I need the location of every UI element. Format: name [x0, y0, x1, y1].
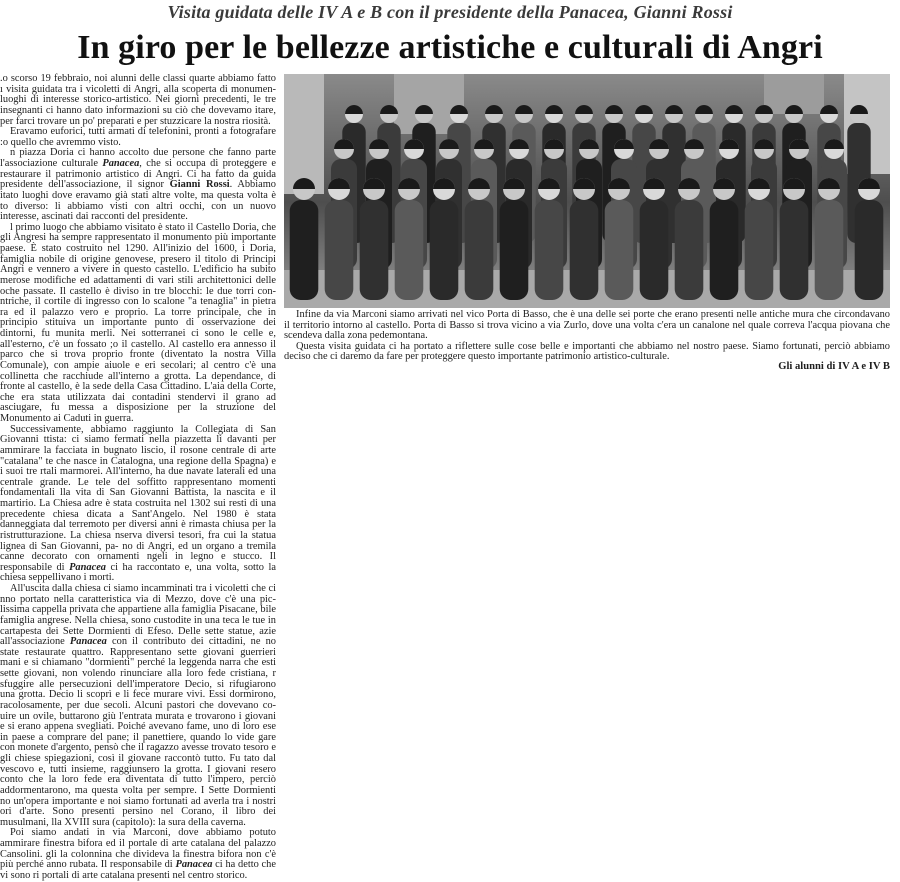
student-figure [395, 200, 424, 300]
student-figure [605, 200, 634, 300]
left-column [0, 73, 276, 881]
student-figure [815, 200, 844, 300]
panacea-name: Panacea [69, 636, 107, 648]
headline: In giro per le bellezze artistiche e culturali di Angri [77, 29, 823, 66]
kicker: Visita guidata delle IV A e B con il presidente della Panacea, Gianni Rossi [167, 2, 733, 22]
group-photo [284, 74, 890, 308]
paragraph: All'uscita dalla chiesa ci siamo incamminati tra i vicoletti che ci nno portato nella caratteristica via di Mezzo, dove c'è una pic- lissima cappella privata che appartiene alla famiglia Pisacane, bile famiglia angrese. Nella chiesa, sono custodite in una teca le tue in cartapesta dei Sette Dormienti di Efeso. Delle sette statue, azie all'associazione Panacea con il contributo dei cittadini, ne no state restaurate quattro. Rappresentano sette giovani guerrieri mani e si chiamano "dormienti" perché la leggenda narra che esti sette giovani, non volendo rinunciare alla loro fede cristiana, r sfuggire alle persecuzioni dell'imperatore Decio, si rifugiarono una grotta. Decio li scoprì e li fece murare vivi. Essi dormirono, racolosamente, per due secoli. Alcuni pastori che dovevano co- uire un ovile, buttarono giù l'entrata murata e trovarono i giovani e si erano appena svegliati. Poiché avevano fame, uno di loro ese in paese a comprare del pane; il panettiere, quando lo vide gare con monete d'argento, pensò che il ragazzo avesse trovato tesoro e gli chiese spiegazioni, così il giovane raccontò tutto. Fu tato dal vescovo e, tutti insieme, raggiunsero la grotta. I giovani resero conto che la loro fede era diventata di tutto l'impero, perciò addormentarono, ma questa volta per sempre. I Sette Dormienti no un'opera importante e noi siamo fortunati ad averla tra i nostri ori d'arte. Sono presenti persino nel Corano, il libro dei musulmani, lla XVIII sura (capitolo): la sura della caverna. [0, 583, 276, 828]
panacea-name: Panacea [69, 561, 106, 573]
president-name: Gianni Rossi [169, 179, 230, 191]
paragraph: Poi siamo andati in via Marconi, dove abbiamo potuto ammirare finestra bifora ed il portale di arte catalana del palazzo Cansolini. gli la colonnina che divideva la finestra bifora non c'è più perché anno rubata. Il responsabile di Panacea ci ha detto che vi sono ri portali di arte catalana presenti nel centro storico. [0, 827, 276, 881]
student-figure [855, 200, 884, 300]
paragraph: n piazza Doria ci hanno accolto due persone che fanno parte l'associazione culturale Panacea, che si occupa di proteggere e restaurare il patrimonio artistico di Angri. Ci ha fatto da guida presidente dell'associazione, il signor Gianni Rossi. Abbiamo itato luoghi dove eravamo già stati altre volte, ma questa volta è to diverso: li abbiamo visti con altri occhi, con un nuovo interesse, ascinati dai racconti del presidente. [0, 147, 276, 223]
paragraph: Infine da via Marconi siamo arrivati nel vico Porta di Basso, che è una delle sei porte che erano presenti nelle antiche mura che circondavano il territorio intorno al castello. Porta di Basso si trova vicino a via Zurlo, dove una volta c'era un canalone nel quale correva l'acqua piovana che scendeva dalla zona pedemontana. [284, 309, 890, 342]
student-figure [325, 200, 354, 300]
paragraph: Successivamente, abbiamo raggiunto la Collegiata di San Giovanni ttista: ci siamo fermati nella piazzetta lì davanti per ammirare la facciata in bugnato liscio, il rosone centrale di arte "catalana" te che nasce in Catalogna, una regione della Spagna) e i suoi tre rtali marmorei. All'interno, ha due navate laterali ed una centrale grande. Le tele del soffitto rappresentano momenti fondamentali lla vita di San Giovanni Battista, la nascita e il martirio. La Chiesa adre è stata costruita nel 1302 sui resti di una precedente chiesa dicata a Sant'Angelo. Nel 1980 è stata danneggiata dal terremoto per diversi anni è rimasta chiusa per la ristrutturazione. La chiesa nserva diversi tesori, fra cui la statua lignea di San Giovanni, pa- no di Angri, ed un organo a tremila canne decorato con ornamenti ngeli in legno e stucco. Il responsabile di Panacea ci ha raccontato e, una volta, sotto la chiesa seppellivano i morti. [0, 423, 276, 584]
student-figure [675, 200, 704, 300]
student-figure [360, 200, 389, 300]
panacea-name: Panacea [102, 158, 140, 169]
paragraph: Eravamo euforici, tutti armati di telefonini, pronti a fotografare :o quello che avremmo visto. [0, 126, 276, 148]
student-figure [745, 200, 774, 300]
paragraph: l primo luogo che abbiamo visitato è stato il Castello Doria, che gli Angresi ha sempre rappresentato il monumento più importante paese. È stato costruito nel 1290. All'inizio del 1600, i Doria, famiglia nobile di origine genovese, presero il titolo di Principi Angri e vennero a vivere in questo castello. L'edificio ha subito merose modifiche ed adattamenti di vari stili architettonici delle oche passate. Il castello è diviso in tre blocchi: le due torri con- ntriche, il cortile di ingresso con lo scalone "a tenaglia" in pietra ra ed il palazzo vero e proprio. La torre principale, che in principio stituiva un importante punto di osservazione dei dintorni, fu munita merli. Nei sotterranei ci sono le celle e, all'esterno, c'è un fossato ;o il castello. Al castello era annesso il parco che si trova proprio fronte (diventato la nostra Villa Comunale), con ampie aiuole e eri secolari; al centro c'è una collinetta che racchiude all'interno a grotta. La dependance, di fronte al castello, è la sede della Casa Cittadino. L'aia della Corte, che era stata utilizzata dai contadini stendervi il grano ad asciugare, fu messa a disposizione per la struzione del Monumento ai Caduti in guerra. [0, 221, 276, 424]
student-figure [430, 200, 459, 300]
group-photo-illustration [284, 74, 890, 308]
student-figure [780, 200, 809, 300]
student-figure [500, 200, 529, 300]
student-figure [710, 200, 739, 300]
student-figure [640, 200, 669, 300]
student-figure [465, 200, 494, 300]
student-figure [535, 200, 564, 300]
right-column [284, 310, 890, 363]
student-figure [290, 200, 319, 300]
paragraph: .o scorso 19 febbraio, noi alunni delle classi quarte abbiamo fatto ı visita guidata tra i vicoletti di Angri, alla scoperta di monumen- luoghi di interesse storico-artistico. Nei giorni precedenti, le tre insegnanti ci hanno dato informazioni su ciò che dovevamo itare, per farci trovare un po' preparati e per stuzzicare la nostra riosità. [0, 73, 276, 127]
signature: Gli alunni di IV A e IV B [778, 361, 890, 372]
student-figure [570, 200, 599, 300]
panacea-name: Panacea [175, 859, 213, 871]
paragraph: Questa visita guidata ci ha portato a riflettere sulle cose belle e importanti che abbiamo nel nostro paese. Siamo fortunati, perciò abbiamo deciso che ci daremo da fare per proteggere questo importante patrimonio artistico-culturale. [284, 340, 890, 363]
